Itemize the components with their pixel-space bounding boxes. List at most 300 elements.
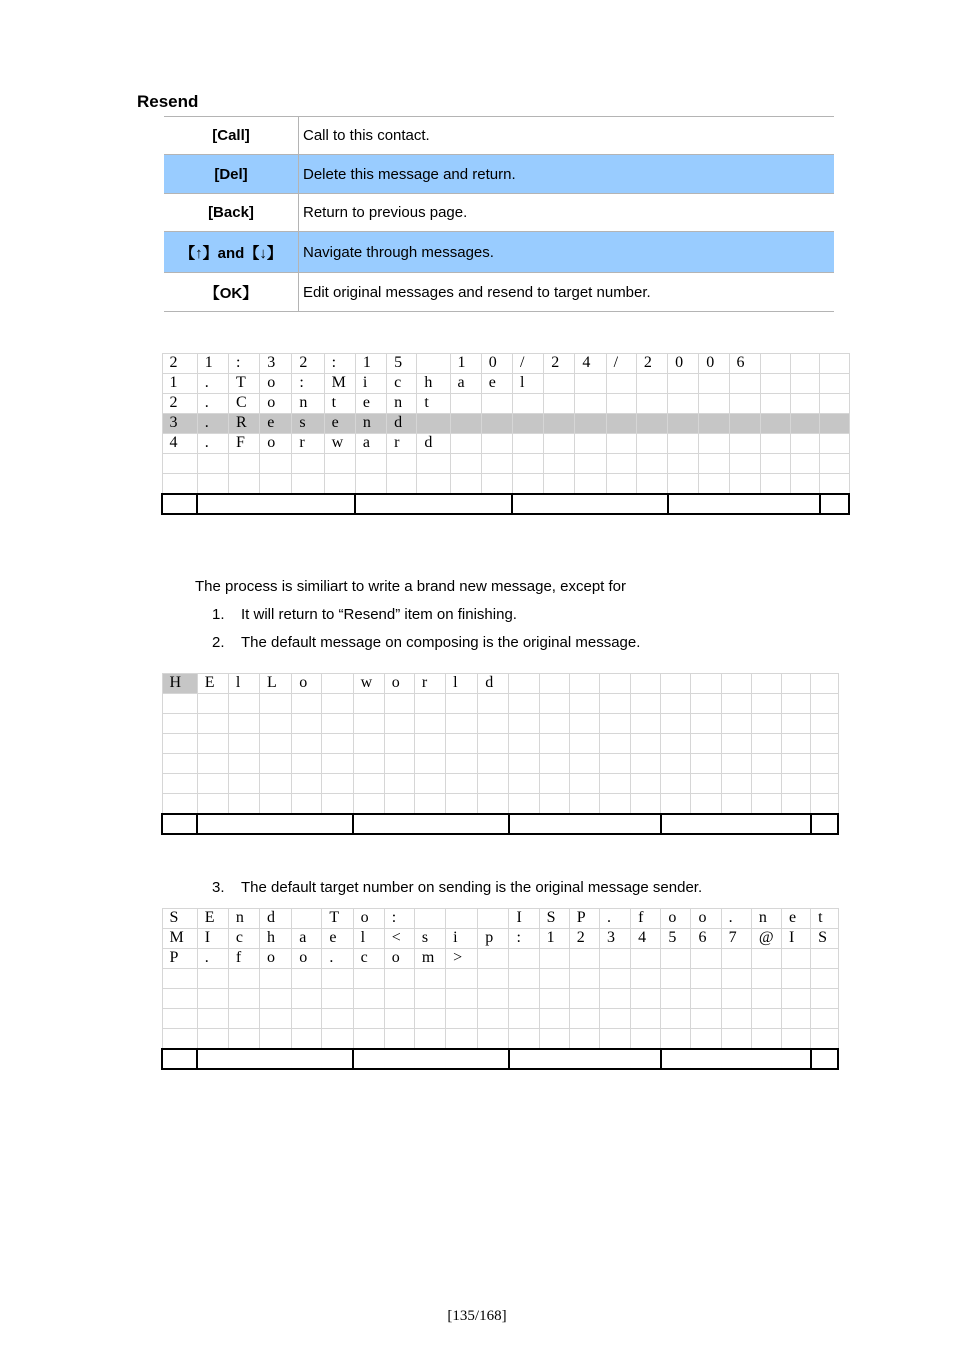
screen-cell [721,794,751,815]
screen-cell [260,474,292,495]
screen-cell: t [324,394,355,414]
screen-cell [228,774,259,794]
screen-cell [729,434,760,454]
screen-cell: n [292,394,324,414]
screen-cell [260,989,292,1009]
screen-cell: l [228,674,259,694]
screen-cell [811,694,838,714]
screen-cell: d [478,674,509,694]
screen-cell: I [509,909,539,929]
screen-cell [751,714,781,734]
screen-cell: 7 [721,929,751,949]
screen-cell [606,394,636,414]
screen-cell [322,969,353,989]
screen-cell [661,1009,691,1029]
screen-cell [384,1009,414,1029]
screen-cell [322,674,353,694]
key-label: 【↑】and【↓】 [164,232,299,273]
screen-row [162,734,838,754]
screen-row [162,434,849,454]
screen-cell [353,714,384,734]
screen-cell [782,774,811,794]
screen-cell: m [414,949,445,969]
screen-cell [384,969,414,989]
softkey-slot[interactable] [661,814,811,834]
screen-cell: 3 [162,414,197,434]
screen-cell: r [414,674,445,694]
key-label: [Back] [164,194,299,232]
screen-cell [197,694,228,714]
screen-cell: o [292,674,322,694]
screen-cell [811,754,838,774]
screen-cell: 5 [661,929,691,949]
screen-cell [699,414,729,434]
screen-cell [636,434,667,454]
screen-cell: : [292,374,324,394]
screen-cell: 2 [636,354,667,374]
screen-cell [575,474,606,495]
screen-cell: 6 [729,354,760,374]
screen-cell [631,734,661,754]
screen-cell [414,754,445,774]
screen-cell [661,1029,691,1050]
screen-cell [353,734,384,754]
screen-cell [260,1009,292,1029]
screen-cell: E [197,909,228,929]
screen-cell: o [292,949,322,969]
screen-cell [353,754,384,774]
screen-cell [631,694,661,714]
screen-cell [569,989,599,1009]
screen-cell [292,694,322,714]
screen-cell [760,454,790,474]
screen-cell [636,374,667,394]
screen-cell [599,694,630,714]
screen-cell [631,989,661,1009]
screen-cell [820,454,849,474]
screen-cell: 4 [631,929,661,949]
screen-cell [228,1009,259,1029]
key-row [164,117,834,155]
list-item: 3. The default target number on sending is the original message sender. [212,879,703,896]
screen-cell [636,474,667,495]
screen-cell [820,414,849,434]
screen-cell [721,674,751,694]
screen-cell [512,434,543,454]
softkey-slot[interactable] [661,1049,811,1069]
screen-cell [417,414,450,434]
screen-cell: o [353,909,384,929]
section-title: Resend [137,92,199,111]
screen-cell: E [197,674,228,694]
screen-cell [478,694,509,714]
screen-cell [691,1009,721,1029]
screen-cell [197,714,228,734]
screen-cell [790,414,819,434]
screen-cell [691,754,721,774]
screen-cell: : [324,354,355,374]
screen-cell [478,774,509,794]
key-description: Navigate through messages. [299,232,835,273]
screen-cell [260,754,292,774]
screen-cell [782,1029,811,1050]
screen-cell [197,474,228,495]
screen-cell: e [355,394,386,414]
screen-cell: 1 [450,354,481,374]
screen-cell [162,969,197,989]
screen-cell [661,754,691,774]
screen-cell [509,754,539,774]
screen-cell: 4 [575,354,606,374]
screen-cell [636,394,667,414]
screen-cell [636,414,667,434]
screen-cell [569,714,599,734]
screen-cell [721,694,751,714]
key-row [164,155,834,194]
screen-cell [691,989,721,1009]
screen-cell: s [292,414,324,434]
screen-cell [260,1029,292,1050]
softkey-slot[interactable] [811,814,838,834]
softkey-slot[interactable] [820,494,849,514]
screen-cell: n [751,909,781,929]
screen-cell: e [322,929,353,949]
screen-cell [721,969,751,989]
screen-cell [820,394,849,414]
screen-cell [355,454,386,474]
screen-cell: o [384,674,414,694]
screen-cell: P [569,909,599,929]
screen-cell [450,474,481,495]
screen-cell [384,714,414,734]
screen-cell [324,454,355,474]
softkey-slot[interactable] [509,814,661,834]
softkey-slot[interactable] [355,494,512,514]
screen-cell [631,949,661,969]
screen-cell [509,714,539,734]
softkey-slot[interactable] [197,1049,353,1069]
softkey-slot[interactable] [197,494,355,514]
softkey-slot[interactable] [162,1049,197,1069]
screen-cell [751,774,781,794]
screen-cell [353,774,384,794]
screen-cell [512,454,543,474]
screen-cell [414,969,445,989]
screen-cell [820,374,849,394]
list-item: 2. The default message on composing is the original message. [212,634,641,651]
screen-cell [197,794,228,815]
screen-cell [162,454,197,474]
screen-cell: . [197,394,228,414]
softkey-slot[interactable] [811,1049,838,1069]
screen-cell [569,794,599,815]
screen-cell [162,989,197,1009]
softkey-slot[interactable] [162,494,197,514]
screen-row [162,774,838,794]
intro-text: The process is similiart to write a brand new message, except for [195,578,627,595]
screen-cell: l [353,929,384,949]
screen-cell [450,414,481,434]
screen-cell [544,434,575,454]
phone-screen-send-to [161,908,839,1070]
screen-row [162,1029,838,1050]
screen-cell [162,474,197,495]
screen-cell [661,794,691,815]
screen-cell [699,394,729,414]
screen-cell [721,1009,751,1029]
screen-cell [478,754,509,774]
screen-cell: R [228,414,259,434]
screen-cell [575,434,606,454]
screen-cell [691,1029,721,1050]
screen-cell [509,734,539,754]
screen-cell: t [417,394,450,414]
screen-cell [353,794,384,815]
screen-cell [260,794,292,815]
screen-cell [691,794,721,815]
key-description: Return to previous page. [303,204,468,221]
screen-cell [599,794,630,815]
screen-cell [197,774,228,794]
screen-cell [481,414,512,434]
screen-cell: C [228,394,259,414]
screen-cell: w [353,674,384,694]
screen-cell: e [782,909,811,929]
screen-cell [478,1009,509,1029]
screen-cell [292,989,322,1009]
screen-cell [760,374,790,394]
screen-cell [450,394,481,414]
screen-cell [228,989,259,1009]
screen-cell: f [631,909,661,929]
screen-cell: c [228,929,259,949]
screen-cell [446,989,478,1009]
screen-cell: P [162,949,197,969]
softkey-slot[interactable] [668,494,820,514]
screen-cell [691,714,721,734]
screen-cell [790,354,819,374]
screen-cell [539,1009,569,1029]
screen-cell [322,754,353,774]
screen-cell [481,474,512,495]
screen-cell [446,734,478,754]
screen-cell [446,714,478,734]
screen-cell: d [387,414,417,434]
screen-row [162,694,838,714]
screen-cell: 1 [355,354,386,374]
screen-cell [729,414,760,434]
key-row [164,194,834,232]
screen-cell [414,694,445,714]
screen-cell: 4 [162,434,197,454]
screen-cell [417,454,450,474]
screen-cell: o [260,434,292,454]
screen-cell [353,969,384,989]
screen-cell [661,774,691,794]
screen-cell [197,969,228,989]
softkey-slot[interactable] [197,814,353,834]
screen-cell: e [260,414,292,434]
softkey-slot[interactable] [509,1049,661,1069]
screen-cell [478,734,509,754]
screen-cell [606,454,636,474]
screen-cell [228,734,259,754]
screen-cell [414,909,445,929]
screen-cell [661,949,691,969]
screen-cell [228,454,259,474]
screen-cell: 6 [691,929,721,949]
key-row [164,232,834,273]
screen-cell [322,989,353,1009]
screen-cell [790,474,819,495]
screen-cell [599,714,630,734]
screen-cell [599,734,630,754]
screen-cell: 1 [539,929,569,949]
screen-cell [322,774,353,794]
screen-cell [292,754,322,774]
screen-cell [569,1009,599,1029]
screen-cell [539,734,569,754]
screen-cell [790,434,819,454]
phone-screen-compose [161,673,839,835]
screen-cell [478,714,509,734]
screen-cell [539,714,569,734]
screen-cell: i [355,374,386,394]
key-description: Call to this contact. [303,127,430,144]
screen-cell [162,734,197,754]
screen-cell [691,969,721,989]
screen-cell: / [606,354,636,374]
screen-cell [228,1029,259,1050]
screen-cell [782,714,811,734]
screen-cell: h [260,929,292,949]
screen-cell [355,474,386,495]
screen-cell [260,969,292,989]
screen-cell [569,674,599,694]
screen-cell [446,909,478,929]
screen-cell [539,694,569,714]
screen-cell [544,394,575,414]
screen-row [162,454,849,474]
screen-cell [782,674,811,694]
screen-cell [569,734,599,754]
key-label: [Del] [164,155,299,194]
screen-cell [478,989,509,1009]
screen-cell [162,1009,197,1029]
screen-cell: e [481,374,512,394]
screen-cell [760,474,790,495]
screen-cell [322,1029,353,1050]
screen-cell [661,969,691,989]
screen-row [162,1009,838,1029]
screen-cell: f [228,949,259,969]
screen-cell [446,754,478,774]
screen-cell: . [197,949,228,969]
softkey-slot[interactable] [353,814,509,834]
screen-row [162,394,849,414]
screen-cell [721,1029,751,1050]
screen-cell [599,1009,630,1029]
key-description: Delete this message and return. [299,155,835,194]
screen-row [162,794,838,815]
screen-cell [384,734,414,754]
screen-cell [197,1029,228,1050]
screen-cell: 2 [544,354,575,374]
screen-cell [228,754,259,774]
screen-cell [599,989,630,1009]
screen-cell [197,989,228,1009]
screen-cell: . [721,909,751,929]
screen-cell: 2 [569,929,599,949]
screen-cell [599,949,630,969]
screen-cell [322,1009,353,1029]
screen-row [162,674,838,694]
screen-cell [721,989,751,1009]
screen-cell: . [197,374,228,394]
softkey-slot[interactable] [353,1049,509,1069]
screen-cell [450,434,481,454]
screen-cell: t [811,909,838,929]
screen-cell: r [292,434,324,454]
softkey-slot[interactable] [162,814,197,834]
screen-cell: d [417,434,450,454]
screen-cell [260,694,292,714]
screen-cell [384,989,414,1009]
screen-cell [782,694,811,714]
screen-cell [544,454,575,474]
screen-cell [162,794,197,815]
screen-cell: S [539,909,569,929]
softkey-bar [162,494,849,514]
screen-cell: 2 [162,354,197,374]
screen-cell [668,454,699,474]
screen-cell [197,1009,228,1029]
screen-cell: r [387,434,417,454]
screen-cell [699,434,729,454]
screen-cell: l [512,374,543,394]
screen-cell [811,1009,838,1029]
screen-cell [721,774,751,794]
screen-cell [509,694,539,714]
softkey-slot[interactable] [512,494,667,514]
screen-cell [569,1029,599,1050]
list-item: 1. It will return to “Resend” item on finishing. [212,606,517,623]
screen-cell [751,694,781,714]
screen-cell [446,694,478,714]
screen-cell: @ [751,929,781,949]
screen-row [162,474,849,495]
screen-cell [539,969,569,989]
screen-cell: o [260,374,292,394]
screen-cell: M [324,374,355,394]
screen-cell: o [384,949,414,969]
screen-cell: 5 [387,354,417,374]
screen-cell [782,754,811,774]
screen-cell [512,474,543,495]
screen-cell [811,794,838,815]
screen-cell: n [355,414,386,434]
screen-cell: 3 [599,929,630,949]
screen-cell [691,674,721,694]
screen-cell [478,969,509,989]
screen-cell [699,454,729,474]
screen-cell [668,414,699,434]
screen-cell [729,394,760,414]
screen-cell: c [387,374,417,394]
screen-cell: o [691,909,721,929]
screen-cell [782,734,811,754]
screen-cell: c [353,949,384,969]
